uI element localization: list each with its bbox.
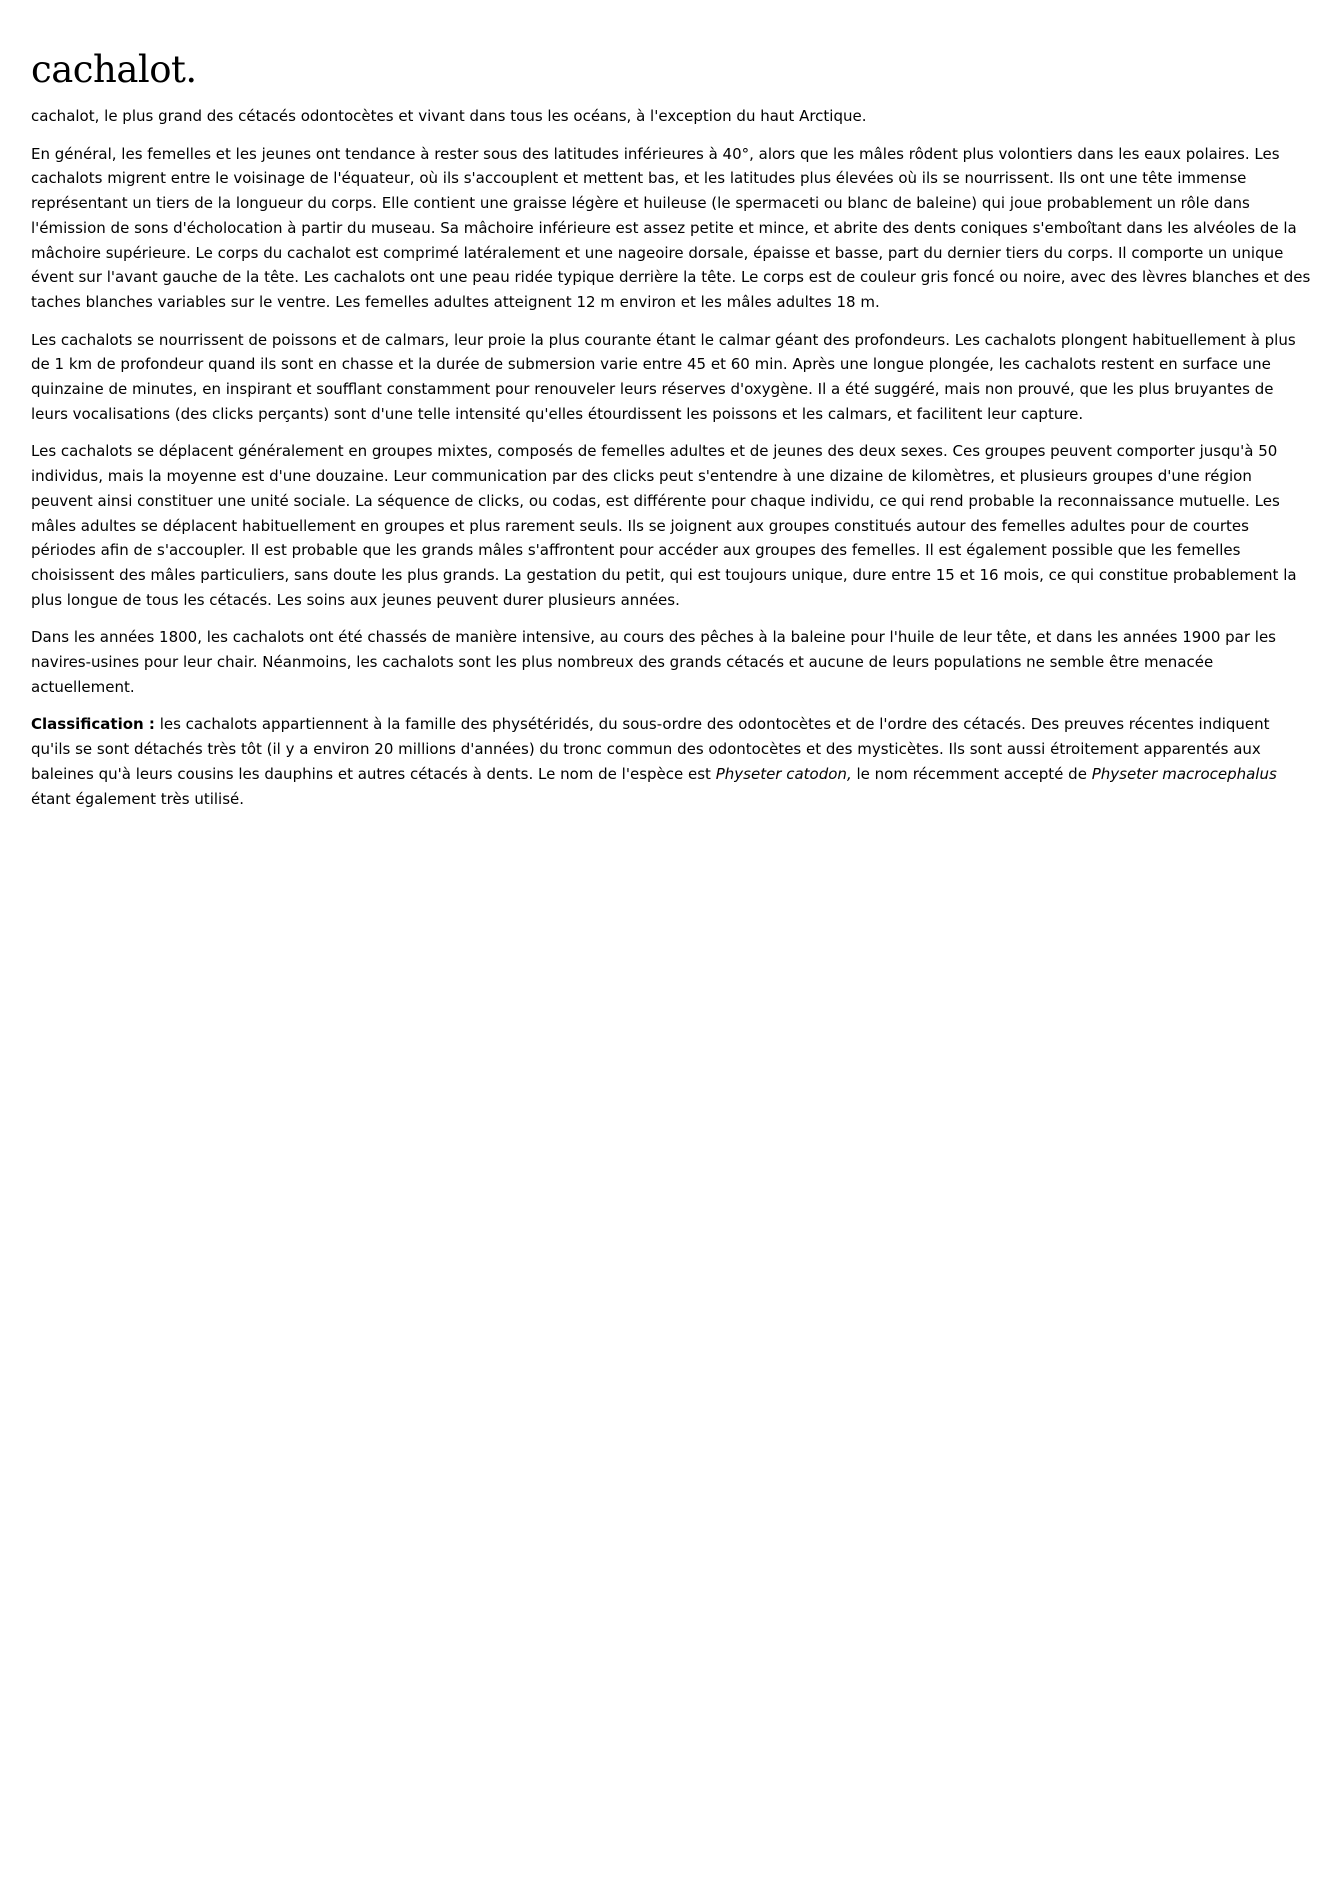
paragraph-description: En général, les femelles et les jeunes ont tendance à rester sous des latitudes inférieures à 40°, alors que les mâles rôdent plus volontiers dans les eaux polaires. Les cachalots migrent entre le voisinage de l'équateur, où ils s'accouplent et mettent bas, et les latitudes plus élevées où ils se nourrissent. Ils ont une tête immense représentant un tiers de la longueur du corps. Elle contient une graisse légère et huileuse (le spermaceti ou blanc de baleine) qui joue probablement un rôle dans l'émission de sons d'écholocation à partir du museau. Sa mâchoire inférieure est assez petite et mince, et abrite des dents coniques s'emboîtant dans les alvéoles de la mâchoire supérieure. Le corps du cachalot est comprimé latéralement et une nageoire dorsale, épaisse et basse, part du dernier tiers du corps. Il comporte un unique évent sur l'avant gauche de la tête. Les cachalots ont une peau ridée typique derrière la tête. Le corps est de couleur gris foncé ou noire, avec des lèvres blanches et des taches blanches variables sur le ventre. Les femelles adultes atteignent 12 m environ et les mâles adultes 18 m.	[31, 144, 1311, 311]
lead-paragraph: cachalot, le plus grand des cétacés odontocètes et vivant dans tous les océans, à l'exception du haut Arctique.	[31, 107, 867, 125]
paragraph-hunting-history: Dans les années 1800, les cachalots ont été chassés de manière intensive, au cours des pêches à la baleine pour l'huile de leur tête, et dans les années 1900 par les navires-usines pour leur chair. Néanmoins, les cachalots sont les plus nombreux des grands cétacés et aucune de leurs populations ne semble être menacée actuellement.	[31, 628, 1276, 696]
classification-text-before: les cachalots appartiennent à la famille des physétéridés, du sous-ordre des odontocètes et de l'ordre des cétacés. Des preuves récentes indiquent qu'ils se sont détachés très tôt (il y a environ 20 millions d'années) du tronc commun des odontocètes et des mysticètes. Ils sont aussi étroitement apparentés aux baleines qu'à leurs cousins les dauphins et autres cétacés à dents. Le nom de l'espèce est	[31, 715, 1270, 783]
paragraph-classification	[31, 712, 1313, 811]
classification-label: Classification :	[31, 715, 155, 734]
classification-text-after: étant également très utilisé.	[31, 789, 245, 808]
paragraph-feeding: Les cachalots se nourrissent de poissons et de calmars, leur proie la plus courante étant le calmar géant des profondeurs. Les cachalots plongent habituellement à plus de 1 km de profondeur quand ils sont en chasse et la durée de submersion varie entre 45 et 60 min. Après une longue plongée, les cachalots restent en surface une quinzaine de minutes, en inspirant et soufflant constamment pour renouveler leurs réserves d'oxygène. Il a été suggéré, mais non prouvé, que les plus bruyantes de leurs vocalisations (des clicks perçants) sont d'une telle intensité qu'elles étourdissent les poissons et les calmars, et facilitent leur capture.	[31, 330, 1296, 423]
paragraph-social-behavior: Les cachalots se déplacent généralement en groupes mixtes, composés de femelles adultes et de jeunes des deux sexes. Ces groupes peuvent comporter jusqu'à 50 individus, mais la moyenne est d'une douzaine. Leur communication par des clicks peut s'entendre à une dizaine de kilomètres, et plusieurs groupes d'une région peuvent ainsi constituer une unité sociale. La séquence de clicks, ou codas, est différente pour chaque individu, ce qui rend probable la reconnaissance mutuelle. Les mâles adultes se déplacent habituellement en groupes et plus rarement seuls. Ils se joignent aux groupes constitués autour des femelles adultes pour de courtes périodes afin de s'accoupler. Il est probable que les grands mâles s'affrontent pour accéder aux groupes des femelles. Il est également possible que les femelles choisissent des mâles particuliers, sans doute les plus grands. La gestation du petit, qui est toujours unique, dure entre 15 et 16 mois, ce qui constitue probablement la plus longue de tous les cétacés. Les soins aux jeunes peuvent durer plusieurs années.	[31, 442, 1297, 609]
page-title: cachalot.	[31, 48, 197, 91]
classification-text-middle: le nom récemment accepté de	[851, 764, 1092, 783]
article	[31, 44, 1313, 824]
species-name-alternate: Physeter macrocephalus	[1091, 764, 1277, 783]
species-name-primary: Physeter catodon,	[715, 764, 852, 783]
